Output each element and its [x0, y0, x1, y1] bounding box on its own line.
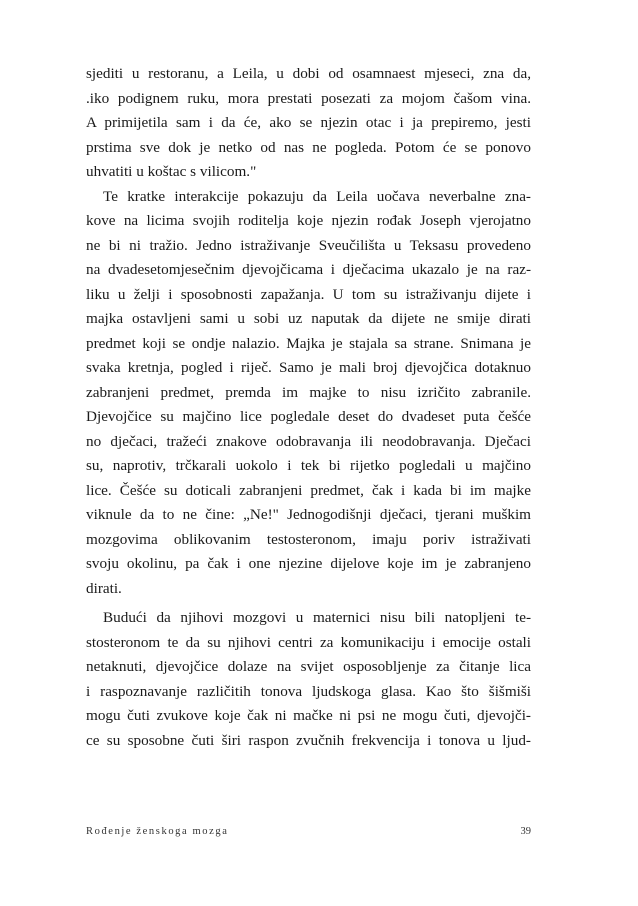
- text-line: no dječaci, tražeći znakove odobravanja ili neodobravanja. Dječaci: [86, 432, 531, 450]
- text-line: svaka kretnja, pogled i riječ. Samo je mali broj djevojčica dotaknuo: [86, 359, 531, 376]
- body-text: [86, 62, 531, 753]
- text-line: lice. Češće su doticali zabranjeni predmet, čak i kada bi im majke: [86, 481, 531, 499]
- text-line: Budući da njihovi mozgovi u maternici nisu bili natopljeni te-: [103, 609, 531, 626]
- text-line: Djevojčice su majčino lice pogledale deset do dvadeset puta češće: [86, 408, 531, 425]
- text-line: mogu čuti zvukove koje čak ni mačke ni psi ne mogu čuti, djevojči-: [86, 707, 531, 724]
- text-line: predmet koji se ondje nalazio. Majka je stajala sa strane. Snimana je: [86, 334, 531, 352]
- text-line: sjediti u restoranu, a Leila, u dobi od osamnaest mjeseci, zna da,: [86, 65, 531, 82]
- text-line: netaknuti, djevojčice dolaze na svijet osposobljenje za čitanje lica: [86, 658, 531, 675]
- text-line: zabranjeni predmet, premda im majke to nisu izričito zabranile.: [86, 383, 531, 401]
- running-title: Rođenje ženskoga mozga: [86, 826, 229, 837]
- text-line: ne bi ni tražio. Jedno istraživanje Sveučilišta u Teksasu provedeno: [86, 236, 531, 254]
- text-line: prstima sve dok je netko od nas ne pogleda. Potom će se ponovo: [86, 138, 531, 156]
- text-line: uhvatiti u koštac s vilicom.": [86, 163, 257, 180]
- page-footer: [86, 826, 531, 842]
- text-line: mozgovima oblikovanim testosteronom, imaju poriv istraživati: [86, 530, 531, 548]
- text-line: svoju okolinu, pa čak i one njezine dijelove koje im je zabranjeno: [86, 555, 531, 572]
- text-line: su, naprotiv, trčkarali uokolo i tek bi rijetko pogledali u majčino: [86, 457, 531, 474]
- text-line: Te kratke interakcije pokazuju da Leila uočava neverbalne zna-: [103, 187, 531, 205]
- text-line: dirati.: [86, 579, 122, 597]
- text-line: viknule da to ne čine: „Ne!" Jednogodišnji dječaci, tjerani muškim: [86, 506, 531, 523]
- text-line: liku u želji i sposobnosti zapažanja. U tom su istraživanju dijete i: [86, 285, 531, 303]
- text-line: majka ostavljeni sami u sobi uz naputak da dijete ne smije dirati: [86, 310, 531, 327]
- text-line: kove na licima svojih roditelja koje njezin rođak Joseph vjerojatno: [86, 212, 531, 229]
- text-line: .iko podignem ruku, mora prestati posezati za mojom čašom vina.: [86, 89, 531, 107]
- text-line: stosteronom te da su njihovi centri za komunikaciju i emocije ostali: [86, 633, 531, 651]
- page-number: 39: [520, 826, 531, 837]
- text-line: na dvadesetomjesečnim djevojčicama i dječacima ukazalo je na raz-: [86, 261, 531, 278]
- text-line: ce su sposobne čuti širi raspon zvučnih frekvencija i tonova u ljud-: [86, 731, 531, 749]
- text-line: i raspoznavanje različitih tonova ljudskoga glasa. Kao što šišmiši: [86, 682, 531, 700]
- text-line: A primijetila sam i da će, ako se njezin otac i ja prepiremo, jesti: [86, 114, 531, 131]
